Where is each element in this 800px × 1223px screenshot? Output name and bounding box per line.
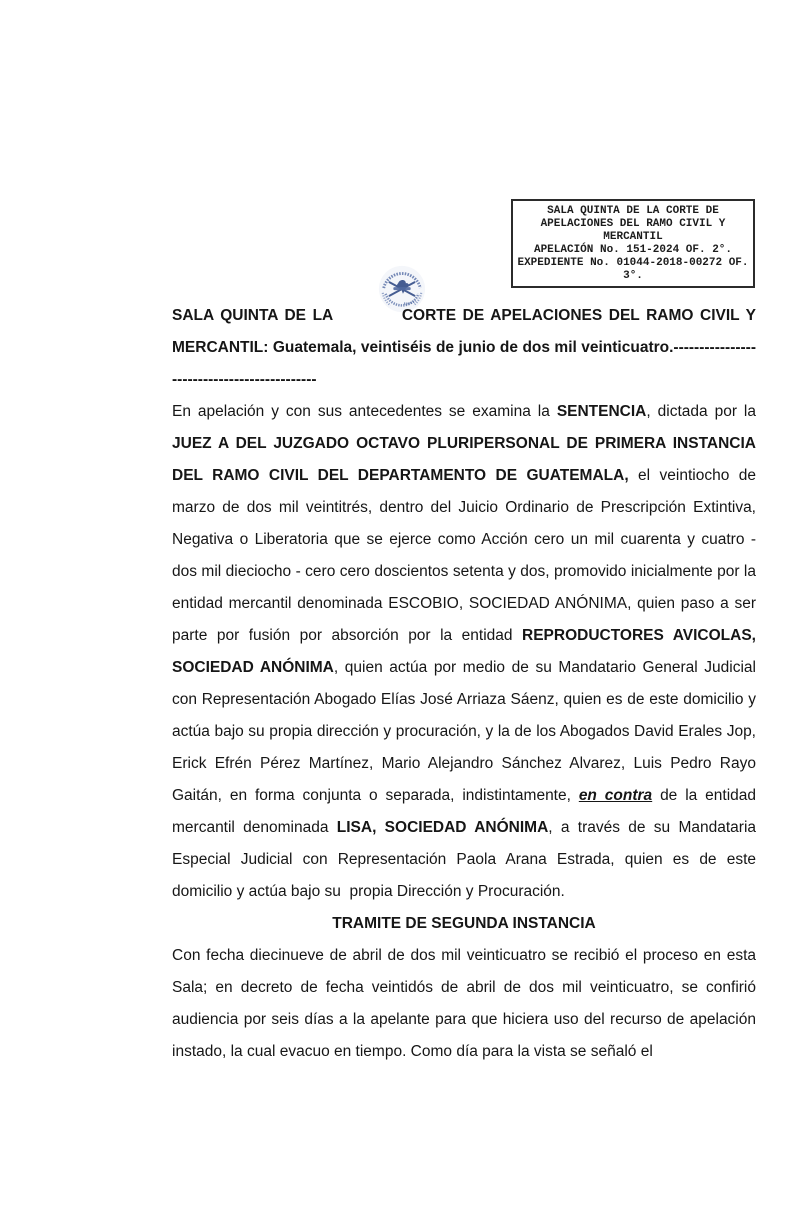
document-body (172, 300, 756, 1068)
second-instance-paragraph: Con fecha diecinueve de abril de dos mil veinticuatro se recibió el proceso en esta Sala; en decreto de fecha veintidós de abril de dos mil veinticuatro, se confirió audiencia por seis días a la apelante para que hiciera uso del recurso de apelación instado, la cual evacuo en tiempo. Como día para la vista se señaló el (172, 947, 756, 1060)
section-heading-tramite: TRAMITE DE SEGUNDA INSTANCIA (332, 915, 596, 932)
appeal-number-line: APELACIÓN No. 151-2024 OF. 2°. (533, 244, 733, 256)
court-header-paragraph: SALA QUINTA DE LA CORTE DE APELACIONES DEL RAMO CIVIL Y MERCANTIL: Guatemala, veintiséis de junio de dos mil veinticuatro.-------------------------------------------- (172, 307, 756, 388)
court-name-line: SALA QUINTA DE LA CORTE DE APELACIONES DEL RAMO CIVIL Y MERCANTIL (540, 205, 726, 243)
case-file-number-line: EXPEDIENTE No. 01044-2018-00272 OF. 3°. (517, 257, 749, 282)
case-background-paragraph: En apelación y con sus antecedentes se examina la SENTENCIA, dictada por la JUEZ A DEL JUZGADO OCTAVO PLURIPERSONAL DE PRIMERA INSTANCIA DEL RAMO CIVIL DEL DEPARTAMENTO DE GUATEMALA, el veintiocho de marzo de dos mil veintitrés, dentro del Juicio Ordinario de Prescripción Extintiva, Negativa o Liberatoria que se ejerce como Acción cero un mil cuarenta y cuatro - dos mil dieciocho - cero cero doscientos setenta y dos, promovido inicialmente por la entidad mercantil denominada ESCOBIO, SOCIEDAD ANÓNIMA, quien paso a ser parte por fusión por absorción por la entidad REPRODUCTORES AVICOLAS, SOCIEDAD ANÓNIMA, quien actúa por medio de su Mandatario General Judicial con Representación Abogado Elías José Arriaza Sáenz, quien es de este domicilio y actúa bajo su propia dirección y procuración, y la de los Abogados David Erales Jop, Erick Efrén Pérez Martínez, Mario Alejandro Sánchez Alvarez, Luis Pedro Rayo Gaitán, en forma conjunta o separada, indistintamente, en contra de la entidad mercantil denominada LISA, SOCIEDAD ANÓNIMA, a través de su Mandataria Especial Judicial con Representación Paola Arana Estrada, quien es de este domicilio y actúa bajo su propia Dirección y Procuración. (172, 403, 757, 900)
case-reference-box (511, 199, 755, 288)
